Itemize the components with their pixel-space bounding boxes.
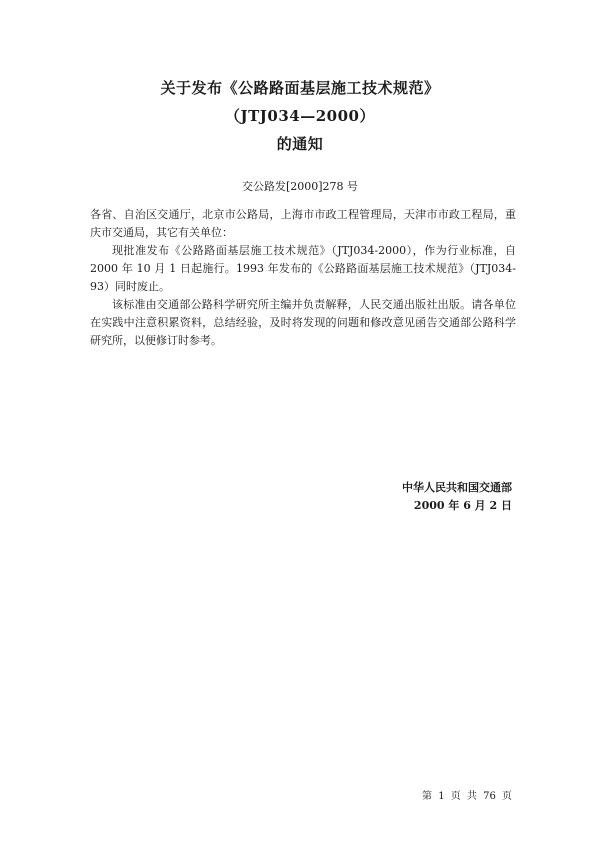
document-body [90,206,516,350]
signature-block [402,479,512,515]
issue-date: 2000 年 6 月 2 日 [413,499,512,512]
title-line-3: 的通知 [276,135,324,153]
title-line-2: （JTJ034—2000） [225,107,375,125]
document-title [0,74,600,158]
body-paragraph-1: 现批准发布《公路路面基层施工技术规范》（JTJ034-2000），作为行业标准，自 2000 年 10 月 1 日起施行。1993 年发布的《公路路面基层施工技术规范》（JTJ034-93）同时废止。 [90,244,516,293]
document-number: 交公路发[2000]278 号 [241,180,359,193]
body-paragraph-2: 该标准由交通部公路科学研究所主编并负责解释，人民交通出版社出版。请各单位在实践中注意积累资料，总结经验，及时将发现的问题和修改意见函告交通部公路科学研究所，以便修订时参考。 [90,298,516,347]
addressee-paragraph: 各省、自治区交通厅，北京市公路局，上海市市政工程管理局，天津市市政工程局，重庆市交通局，其它有关单位： [90,208,516,239]
issuing-organization: 中华人民共和国交通部 [402,481,512,494]
title-line-1: 关于发布《公路路面基层施工技术规范》 [160,79,440,97]
page-number: 第 1 页 共 76 页 [422,791,512,802]
